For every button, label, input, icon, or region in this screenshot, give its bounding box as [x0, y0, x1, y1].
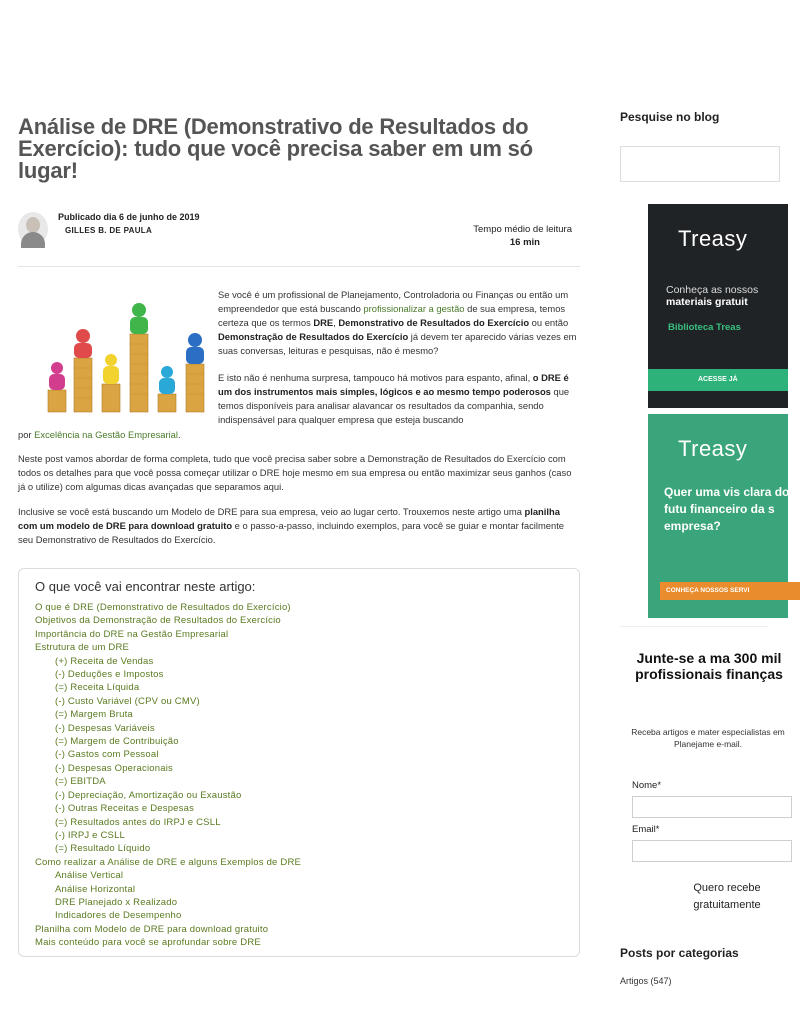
author-avatar	[18, 212, 48, 246]
toc-item[interactable]: Objetivos da Demonstração de Resultados do Exercício	[35, 615, 281, 627]
treasy-logo: Treasy	[678, 226, 748, 251]
toc-item[interactable]: Importância do DRE na Gestão Empresarial	[35, 628, 229, 640]
banner-services-cta-button[interactable]: CONHEÇA NOSSOS SERVI	[660, 582, 800, 600]
newsletter-subtext: Receba artigos e mater especialistas em Planejame e-mail.	[631, 727, 785, 749]
link-profissionalizar-gestao[interactable]: profissionalizar a gestão	[363, 303, 465, 314]
article-title: Análise de DRE (Demonstrativo de Resultados do Exercício): tudo que você precisa saber em um só lugar!	[18, 114, 533, 183]
banner-library-cta-button[interactable]: ACESSE JÁ	[648, 369, 788, 391]
toc-item[interactable]: (=) Margem Bruta	[55, 709, 133, 721]
toc-item[interactable]: (-) Deduções e Impostos	[55, 669, 164, 681]
banner-library[interactable]	[648, 204, 788, 408]
toc-list	[35, 601, 563, 950]
banner-library-line3: Biblioteca Treas	[668, 322, 741, 333]
intro-paragraph-2: E isto não é nenhuma surpresa, tampouco há motivos para espanto, afinal, o DRE é um dos instrumentos mais simples, lógicos e ao mesmo tempo poderosos que temos disponíveis para analisar alavancar os resultados da companhia, sendo indispensável para qualquer empresa que esteja buscando	[218, 372, 570, 425]
site-header	[0, 0, 768, 100]
name-field[interactable]	[632, 796, 792, 818]
toc-item[interactable]: (+) Receita de Vendas	[55, 655, 154, 667]
toc-item[interactable]: (-) IRPJ e CSLL	[55, 829, 126, 841]
toc-title: O que você vai encontrar neste artigo:	[35, 579, 256, 594]
newsletter-consent-text: Quero recebe gratuitamente	[693, 882, 761, 911]
banner-library-line2: materiais gratuit	[666, 296, 748, 308]
newsletter-headline: Junte-se a ma 300 mil profissionais finanças	[635, 650, 783, 682]
toc-item[interactable]: O que é DRE (Demonstrativo de Resultados do Exercício)	[35, 602, 291, 613]
table-of-contents	[18, 568, 580, 957]
banner-library-line1: Conheça as nossos	[666, 284, 759, 296]
toc-item[interactable]: (=) Resultados antes do IRPJ e CSLL	[55, 816, 221, 828]
toc-item[interactable]: (=) EBITDA	[55, 776, 106, 788]
email-field[interactable]	[632, 840, 792, 862]
intro-paragraph-4: Inclusive se você está buscando um Modelo de DRE para sua empresa, veio ao lugar certo. Trouxemos neste artigo uma planilha com um modelo de DRE para download gratuito e o passo-a-passo, incluindo exemplos, para você se guiar e montar facilmente seu Demonstrativo de Resultados do Exercício.	[18, 506, 565, 545]
toc-item[interactable]: (=) Receita Líquida	[55, 682, 140, 694]
email-label: Email*	[632, 824, 660, 835]
meta-divider	[18, 266, 580, 267]
author-name[interactable]: GILLES B. DE PAULA	[65, 226, 153, 235]
toc-item[interactable]: Mais conteúdo para você se aprofundar sobre DRE	[35, 937, 261, 949]
toc-item[interactable]: (-) Gastos com Pessoal	[55, 749, 159, 761]
toc-item[interactable]: (-) Despesas Variáveis	[55, 722, 155, 734]
toc-item[interactable]: Planilha com Modelo de DRE para download gratuito	[35, 923, 269, 935]
read-time-label: Tempo médio de leitura	[473, 224, 572, 235]
intro-paragraph-2-end: por Excelência na Gestão Empresarial.	[18, 429, 181, 440]
toc-item[interactable]: DRE Planejado x Realizado	[55, 896, 178, 908]
intro-paragraph-1: Se você é um profissional de Planejamento, Controladoria ou Finanças ou então um empreendedor que está buscando profissionalizar a gestão de sua empresa, temos certeza que os termos DRE, Demonstrativo de Resultados do Exercício ou então Demonstração de Resultados do Exercício já devem ter aparecido várias vezes em suas conversas, leituras e pesquisas, não é mesmo?	[218, 289, 577, 356]
toc-item[interactable]: (-) Custo Variável (CPV ou CMV)	[55, 695, 200, 707]
intro-paragraph-3: Neste post vamos abordar de forma completa, tudo que você precisa saber sobre a Demonstração de Resultados do Exercício com todos os detalhes para que você possa começar utilizar o DRE hoje mesmo em sua empresa ou então maximizar seus ganhos (caso já o utilize) com algumas dicas avançadas que separamos aqui.	[18, 453, 572, 492]
published-date: Publicado dia 6 de junho de 2019	[58, 212, 200, 222]
toc-item[interactable]: Estrutura de um DRE	[35, 642, 130, 654]
read-time-value: 16 min	[509, 237, 540, 248]
coin-stacks-people-illustration	[28, 294, 220, 416]
toc-item[interactable]: (=) Resultado Líquido	[55, 843, 151, 855]
link-excelencia-gestao[interactable]: Excelência na Gestão Empresarial	[34, 429, 178, 440]
search-input[interactable]	[620, 146, 780, 182]
sidebar-divider	[620, 626, 768, 627]
toc-item[interactable]: Análise Vertical	[55, 870, 124, 882]
toc-item[interactable]: (-) Outras Receitas e Despesas	[55, 803, 195, 815]
toc-item[interactable]: Indicadores de Desempenho	[55, 910, 182, 922]
search-title: Pesquise no blog	[620, 110, 720, 124]
sidebar	[620, 100, 790, 1024]
categories-title: Posts por categorias	[620, 946, 739, 960]
toc-item[interactable]: Como realizar a Análise de DRE e alguns Exemplos de DRE	[35, 856, 302, 868]
article	[18, 114, 580, 949]
category-item[interactable]: Artigos (547)	[620, 976, 672, 986]
toc-item[interactable]: (-) Depreciação, Amortização ou Exaustão	[55, 789, 242, 801]
treasy-logo: Treasy	[678, 436, 748, 461]
toc-item[interactable]: (-) Despesas Operacionais	[55, 762, 173, 774]
banner-services[interactable]	[648, 414, 788, 618]
toc-item[interactable]: (=) Margem de Contribuição	[55, 736, 179, 748]
read-time	[473, 224, 572, 248]
banner-services-headline: Quer uma vis clara do futu financeiro da s empresa?	[664, 485, 790, 533]
name-label: Nome*	[632, 780, 662, 791]
article-meta	[18, 212, 580, 264]
toc-item[interactable]: Análise Horizontal	[55, 883, 136, 895]
